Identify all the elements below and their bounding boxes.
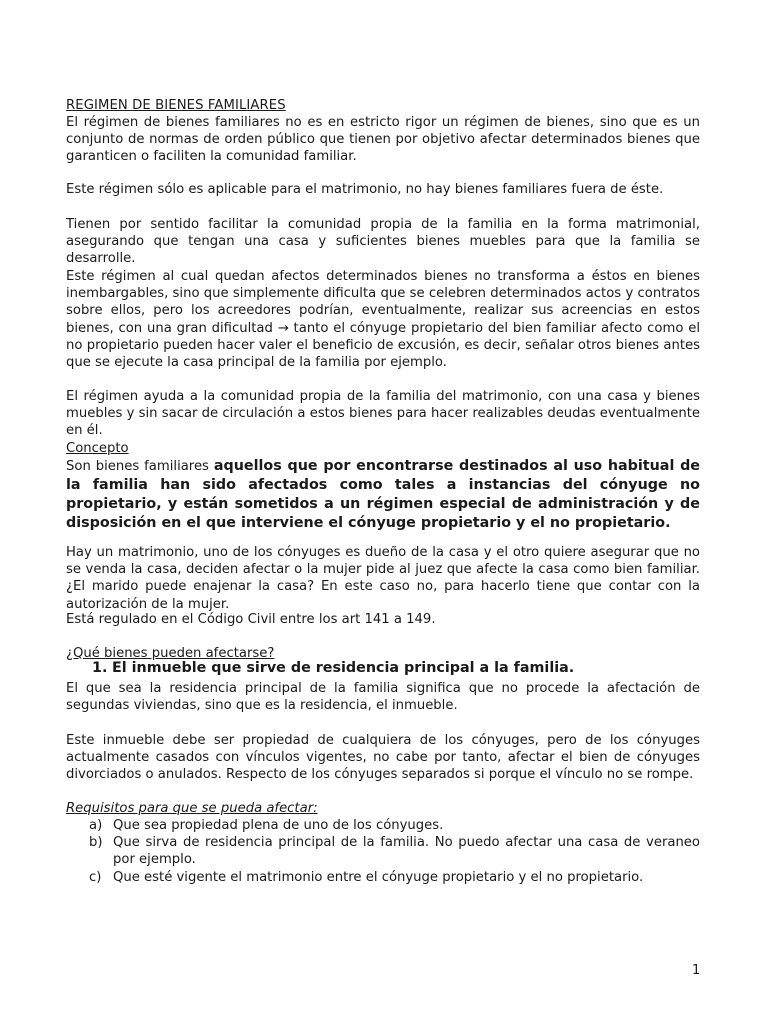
item-label: c) [89, 869, 102, 885]
intro-paragraph: El régimen de bienes familiares no es en estricto rigor un régimen de bienes, sino que es un conjunto de normas de orden público que tienen por objetivo afectar determinados bienes que garanticen o faciliten la comunidad familiar. [66, 115, 700, 165]
paragraph-text: Este régimen al cual quedan afectos determinados bienes no transforma a éstos en bienes inembargables, sino que simplemente dificulta que se celebren determinados actos y contratos sobre ellos, pero los acreedores podrían, eventualmente, realizar sus acreencias en estos bienes, con una gran dificultad [66, 269, 700, 336]
item-text: El inmueble que sirve de residencia principal a la familia. [112, 660, 575, 676]
item-text: Que sirva de residencia principal de la familia. No puedo afectar una casa de veraneo por ejemplo. [113, 835, 700, 868]
item-text: Que sea propiedad plena de uno de los cónyuges. [113, 818, 444, 833]
item-label: b) [89, 835, 103, 851]
concepto-bold: aquellos que por encontrarse destinados al uso habitual de la familia han sido afectados como tales a instancias del cónyuge no propietario, y están sometidos a un régimen especial de administración y de disposición en el que interviene el cónyuge propietario y el no propietario. [66, 458, 701, 531]
document-title: REGIMEN DE BIENES FAMILIARES [66, 98, 286, 113]
paragraph-residencia: El que sea la residencia principal de la familia significa que no procede la afectación de segundas viviendas, sino que es la residencia, el inmueble. [66, 681, 700, 714]
item-text: Que esté vigente el matrimonio entre el cónyuge propietario y el no propietario. [113, 869, 644, 885]
paragraph-inembargables [66, 268, 700, 371]
paragraph-comunidad: El régimen ayuda a la comunidad propia de la familia del matrimonio, con una casa y bienes muebles y sin sacar de circulación a estos bienes para hacer realizables deudas eventualmente en él. [66, 389, 700, 439]
requisito-item [66, 869, 700, 886]
question-heading: ¿Qué bienes pueden afectarse? [66, 646, 275, 661]
concepto-definition [66, 457, 700, 533]
numbered-item-1 [92, 660, 574, 677]
requisitos-heading: Requisitos para que se pueda afectar: [66, 801, 318, 816]
requisito-item [66, 834, 700, 868]
concepto-lead: Son bienes familiares [66, 459, 214, 474]
paragraph-sentido: Tienen por sentido facilitar la comunidad propia de la familia en la forma matrimonial, asegurando que tengan una casa y suficientes bienes muebles para que la familia se desarrolle. [66, 217, 700, 267]
paragraph-text: tanto el cónyuge propietario del bien familiar afecto como el no propietario pueden hacer valer el beneficio de excusión, es decir, señalar otros bienes antes que se ejecute la casa principal de la familia por ejemplo. [66, 320, 700, 371]
paragraph-matrimonio: Este régimen sólo es aplicable para el matrimonio, no hay bienes familiares fuera de éste. [66, 182, 664, 197]
arrow-icon: → [277, 320, 289, 336]
paragraph-propiedad: Este inmueble debe ser propiedad de cualquiera de los cónyuges, pero de los cónyuges actualmente casados con vínculos vigentes, no cabe por tanto, afectar el bien de cónyuges divorciados o anulados. Respecto de los cónyuges separados si porque el vínculo no se rompe. [66, 733, 700, 783]
page-number: 1 [692, 963, 701, 978]
item-label: a) [89, 818, 103, 833]
concepto-heading: Concepto [66, 441, 129, 456]
paragraph-ejemplo: Hay un matrimonio, uno de los cónyuges es dueño de la casa y el otro quiere asegurar que no se venda la casa, deciden afectar o la mujer pide al juez que afecte la casa como bien familiar. ¿El marido puede enajenar la casa? En este caso no, para hacerlo tiene que contar con la autorización de la mujer. [66, 545, 700, 612]
requisito-item [66, 817, 700, 834]
item-number: 1. [92, 660, 108, 676]
paragraph-codigo: Está regulado en el Código Civil entre los art 141 a 149. [66, 612, 436, 627]
requisitos-list [66, 817, 700, 886]
